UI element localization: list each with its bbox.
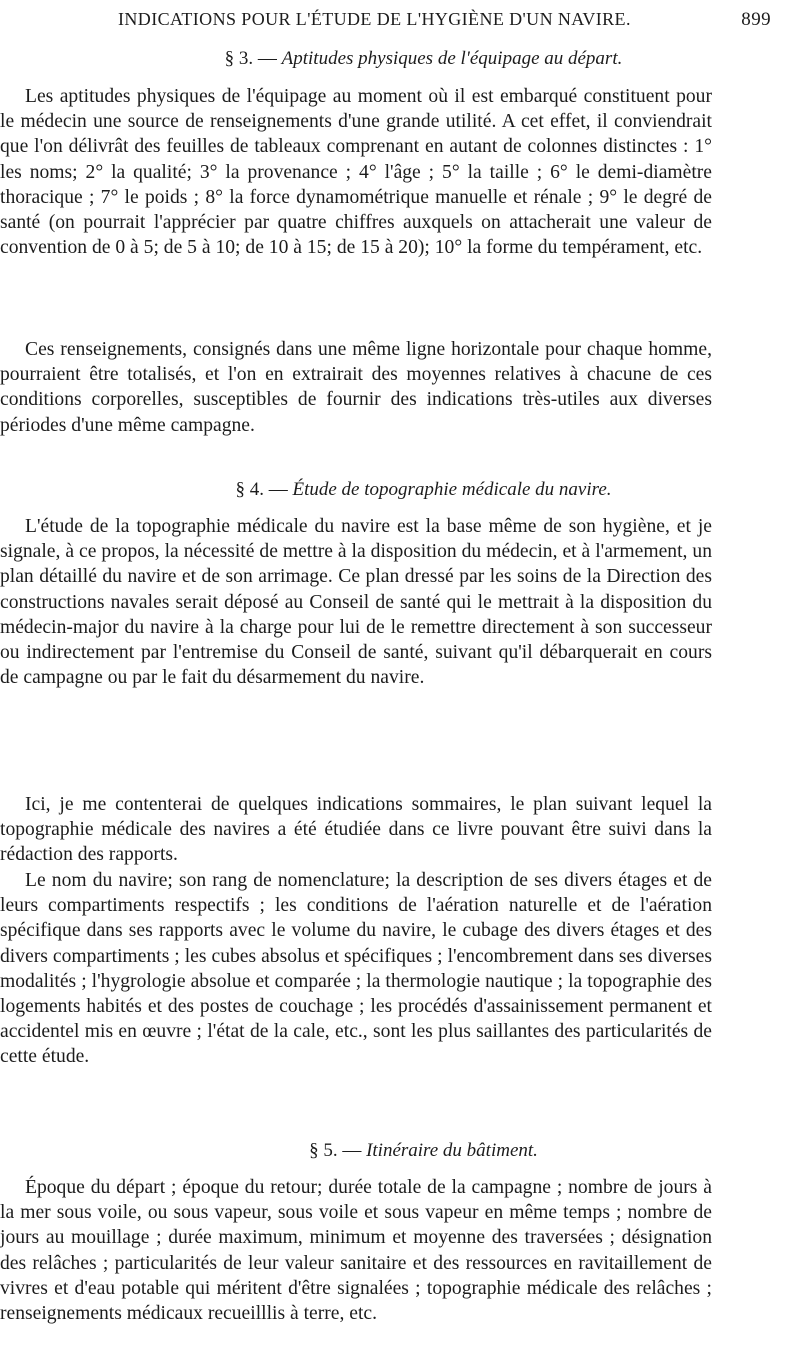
paragraph: Époque du départ ; époque du retour; durée totale de la campagne ; nombre de jours à la mer sous voile, ou sous vapeur, sous voile et sous vapeur en même temps ; nombre de jours au mouillage ; durée maximum, minimum et moyenne des traversées ; désignation des relâches ; particularités de leur valeur sanitaire et des ressources en ravitaillement de vivres et d'eau potable qui méritent d'être signalées ; topographie médicale des relâches ; renseignements médicaux recueilllis à terre, etc. <box>0 1177 712 1325</box>
section-title: Aptitudes physiques de l'équipage au départ. <box>281 48 623 69</box>
page-number: 899 <box>741 9 771 30</box>
paragraph: L'étude de la topographie médicale du navire est la base même de son hygiène, et je signale, à ce propos, la nécessité de mettre à la disposition du médecin, et à l'armement, un plan détaillé du navire et de son arrimage. Ce plan dressé par les soins de la Direction des constructions navales serait déposé au Conseil de santé qui le mettrait à la disposition du médecin-major du navire à la charge pour lui de le remettre directement à son successeur ou indirectement par l'entremise du Conseil de santé, suivant qu'il débarquerait en cours de campagne ou par le fait du désarmement du navire. <box>0 516 712 689</box>
paragraph: Le nom du navire; son rang de nomenclature; la description de ses divers étages et de leurs compartiments respectifs ; les conditions de l'aération naturelle et de l'aération spécifique dans ses rapports avec le volume du navire, le cubage des divers étages et des divers compartiments ; les cubes absolus et spécifiques ; l'encombrement dans ses diverses modalités ; l'hygrologie absolue et comparée ; la thermologie nautique ; la topographie des logements habités et des postes de couchage ; les procédés d'assainissement permanent et accidentel mis en œuvre ; l'état de la cale, etc., sont les plus saillantes des particularités de cette étude. <box>0 870 712 1068</box>
section-title: Itinéraire du bâtiment. <box>366 1140 538 1161</box>
section-heading-3 <box>0 48 801 70</box>
section-number: § 3. — <box>224 48 277 69</box>
section-heading-4 <box>0 479 801 501</box>
paragraph: Les aptitudes physiques de l'équipage au moment où il est embarqué constituent pour le médecin une source de renseignements d'une grande utilité. A cet effet, il conviendrait que l'on délivrât des feuilles de tableaux comprenant en autant de colonnes distinctes : 1° les noms; 2° la qualité; 3° la provenance ; 4° l'âge ; 5° la taille ; 6° le demi-diamètre thoracique ; 7° le poids ; 8° la force dynamométrique manuelle et rénale ; 9° le degré de santé (on pourrait l'apprécier par quatre chiffres auxquels on attacherait une valeur de convention de 0 à 5; de 5 à 10; de 10 à 15; de 15 à 20); 10° la forme du tempérament, etc. <box>0 86 712 259</box>
section-number: § 4. — <box>235 479 288 500</box>
running-title: INDICATIONS POUR L'ÉTUDE DE L'HYGIÈNE D'UN NAVIRE. <box>118 9 631 29</box>
running-head <box>118 9 771 31</box>
paragraph: Ici, je me contenterai de quelques indications sommaires, le plan suivant lequel la topographie médicale des navires a été étudiée dans ce livre pouvant être suivi dans la rédaction des rapports. <box>0 794 712 866</box>
section-heading-5 <box>0 1140 801 1162</box>
section-title: Étude de topographie médicale du navire. <box>292 479 612 500</box>
paragraph: Ces renseignements, consignés dans une même ligne horizontale pour chaque homme, pourraient être totalisés, et l'on en extrairait des moyennes relatives à chacune de ces conditions corporelles, susceptibles de fournir des indications très-utiles aux diverses périodes d'une même campagne. <box>0 339 712 436</box>
section-number: § 5. — <box>309 1140 362 1161</box>
